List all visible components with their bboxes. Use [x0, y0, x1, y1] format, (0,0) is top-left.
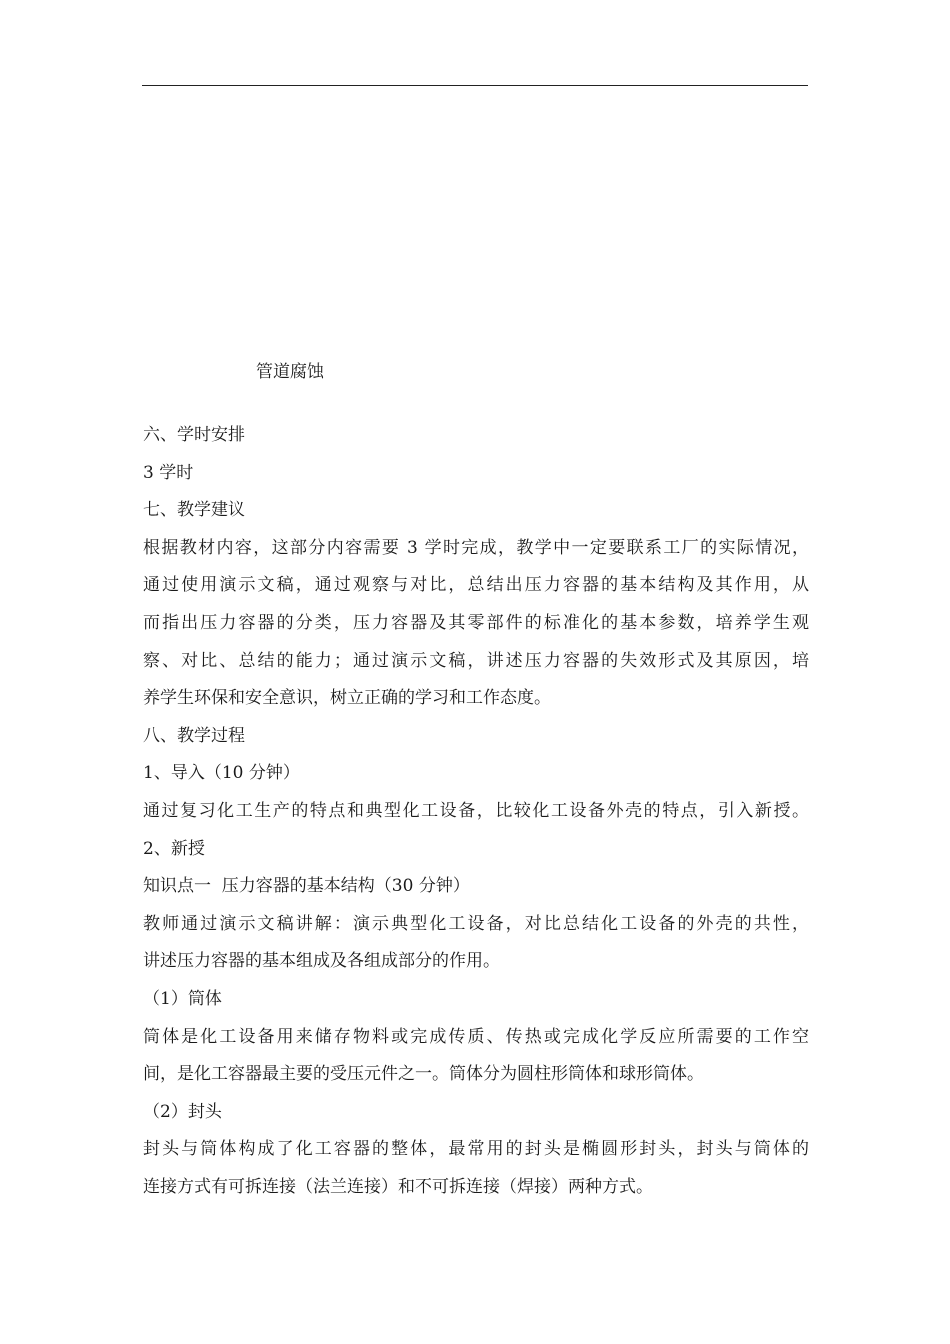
section-8-heading: 八、教学过程 [143, 725, 245, 746]
knowledge-point-1-heading: 知识点一 压力容器的基本结构（30 分钟） [143, 876, 470, 897]
part-1-line: 筒体是化工设备用来储存物料或完成传质、传热或完成化学反应所需要的工作空 [143, 1026, 809, 1047]
section-7-line: 察、对比、总结的能力；通过演示文稿，讲述压力容器的失效形式及其原因，培 [143, 650, 809, 671]
document-body [143, 417, 809, 1206]
knowledge-point-1-line: 教师通过演示文稿讲解：演示典型化工设备，对比总结化工设备的外壳的共性， [143, 913, 809, 934]
section-7-heading: 七、教学建议 [143, 500, 245, 521]
part-2-line: 封头与筒体构成了化工容器的整体，最常用的封头是椭圆形封头，封头与筒体的 [143, 1139, 809, 1160]
section-7-line: 养学生环保和安全意识，树立正确的学习和工作态度。 [143, 688, 551, 709]
step-1-text: 通过复习化工生产的特点和典型化工设备，比较化工设备外壳的特点，引入新授。 [143, 800, 809, 821]
section-7-line: 而指出压力容器的分类，压力容器及其零部件的标准化的基本参数，培养学生观 [143, 612, 809, 633]
knowledge-point-1-line: 讲述压力容器的基本组成及各组成部分的作用。 [143, 951, 500, 972]
part-2-line: 连接方式有可拆连接（法兰连接）和不可拆连接（焊接）两种方式。 [143, 1176, 653, 1197]
figure-caption: 管道腐蚀 [256, 362, 324, 382]
step-1-heading: 1、导入（10 分钟） [143, 763, 300, 784]
header-rule [142, 85, 808, 86]
section-7-line: 通过使用演示文稿，通过观察与对比，总结出压力容器的基本结构及其作用，从 [143, 575, 809, 596]
section-6-text: 3 学时 [143, 462, 194, 483]
section-7-line: 根据教材内容，这部分内容需要 3 学时完成，教学中一定要联系工厂的实际情况， [143, 537, 809, 558]
section-6-heading: 六、学时安排 [143, 425, 245, 445]
part-2-heading: （2）封头 [143, 1101, 222, 1122]
part-1-line: 间，是化工容器最主要的受压元件之一。筒体分为圆柱形筒体和球形筒体。 [143, 1064, 704, 1085]
part-1-heading: （1）筒体 [143, 988, 222, 1009]
step-2-heading: 2、新授 [143, 838, 205, 859]
